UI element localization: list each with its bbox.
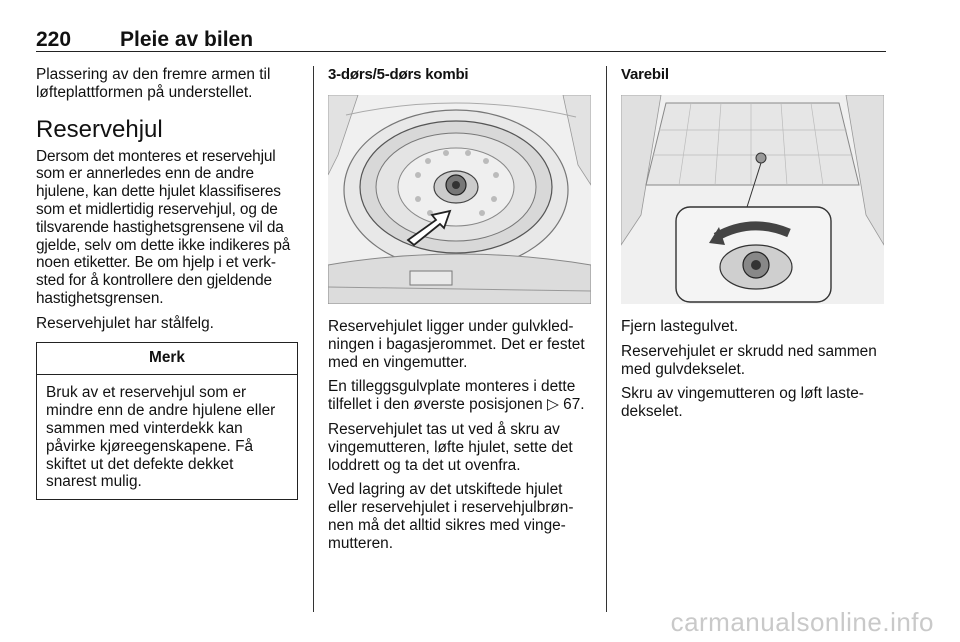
van-cargo-floor-illustration [621,95,884,304]
spare-wheel-well-illustration [328,95,591,304]
subheading-kombi: 3-dørs/5-dørs kombi [328,66,469,83]
note-body: Bruk av et reservehjul som er mindre enn de andre hjulene eller sammen med vinterdekk kan påvirke kjøreegenskapene. Få skiftet ut det defekte dekket snarest mulig. [46,384,276,491]
column-right [621,66,887,84]
paragraph-remove-wheel: Reservehjulet tas ut ved å skru av vingemutteren, løfte hjulet, sette det loddrett og ta det ut ovenfra. [328,420,573,474]
paragraph-steel-rim: Reservehjulet har stålfelg. [36,314,214,332]
column-middle [328,66,594,84]
section-title: Pleie av bilen [120,28,254,51]
page-ref-icon: ▷ [547,396,559,414]
subheading-varebil: Varebil [621,66,669,83]
paragraph-location: Reservehjulet ligger under gulvkled- ningen i bagasjerommet. Det er festet med en vingemutter. [328,318,585,371]
header-divider [36,51,886,52]
paragraph-extra-floor-text: En tilleggsgulvplate monteres i dette tilfellet i den øverste posisjonen [328,378,576,414]
figure-varebil-spare-wheel [621,95,884,304]
page-reference: 67. [563,396,585,414]
column-divider-2 [606,66,607,612]
paragraph-unscrew: Skru av vingemutteren og løft laste- dekselet. [621,385,864,421]
column-divider-1 [313,66,314,612]
note-box [36,342,298,501]
paragraph-storage: Ved lagring av det utskiftede hjulet eller reservehjulet i reservehjulbrøn- nen må det alltid sikres med vinge- mutteren. [328,481,574,552]
paragraph-spare-wheel: Dersom det monteres et reservehjul som er annerledes enn de andre hjulene, kan dette hjulet klassifiseres som et midlertidig reservehjul, og de tilsvarende hastighetsgrensene vil da gjelde, selv om dette ikke indikeres på noen etiketter. Be om hjelp i et verk- sted for å kontrollere den gjeldende hastighetsgrensen. [36,147,291,307]
heading-reservehjul: Reservehjul [36,115,163,143]
page-number: 220 [36,28,72,51]
column-left [36,66,302,500]
watermark: carmanualsonline.info [670,607,934,637]
column-right-text [621,318,887,428]
paragraph-screwed-down: Reservehjulet er skrudd ned sammen med gulvdekselet. [621,342,877,378]
page-header [36,28,886,52]
column-middle-text [328,318,594,560]
note-title: Merk [37,343,297,376]
paragraph-extra-floor [328,378,594,414]
paragraph-remove-floor: Fjern lastegulvet. [621,318,739,335]
figure-kombi-spare-wheel [328,95,591,304]
intro-paragraph: Plassering av den fremre armen til løfteplattformen på understellet. [36,66,271,101]
